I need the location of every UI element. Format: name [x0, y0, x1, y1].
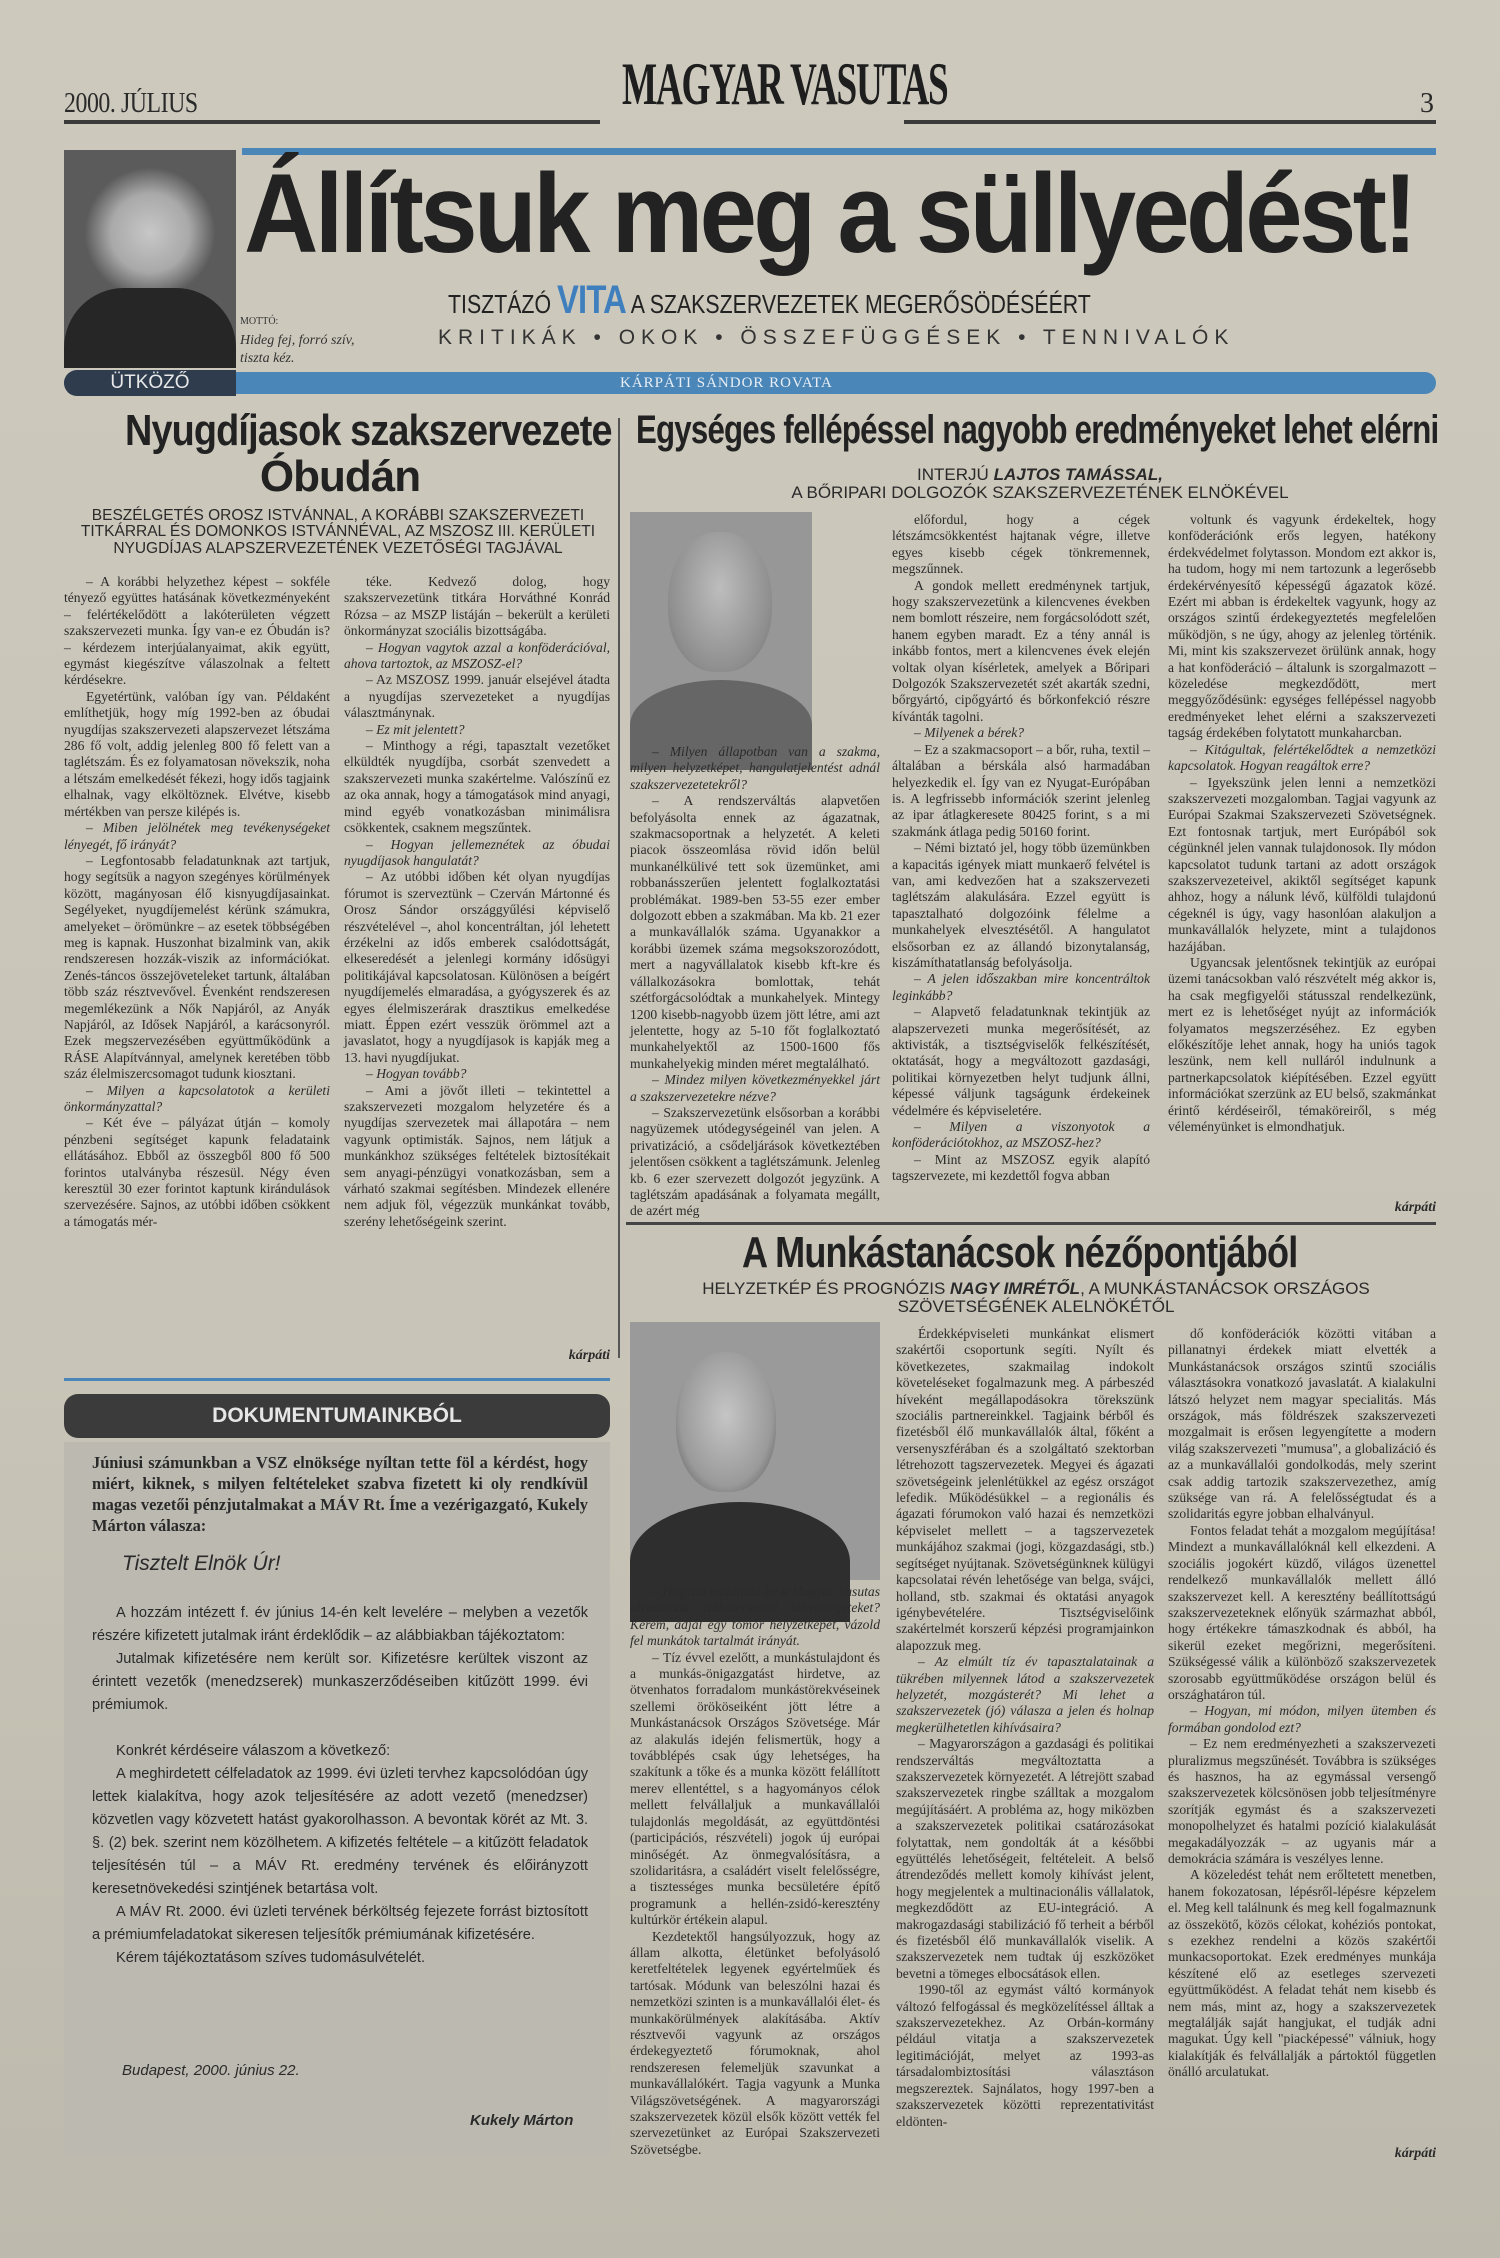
interview-question: – Hogyan tovább? [366, 1066, 467, 1082]
feature-subtitle [448, 278, 1091, 323]
documents-top-rule [64, 1378, 610, 1381]
obuda-deck: BESZÉLGETÉS OROSZ ISTVÁNNAL, A KORÁBBI SZAKSZERVEZETI TITKÁRRAL ÉS DOMONKOS ISTVÁNNÉVAL, AZ MSZOSZ III. KERÜLETI NYUGDÍJAS ALAPSZERVEZETÉNEK VEZETŐSÉGI TAGJÁVAL [80, 507, 596, 557]
munkastanacsok-column-3 [1168, 1326, 1436, 2146]
paragraph: Egyetértünk, valóban így van. Példaként említhetjük, hogy míg 1992-ben az óbudai nyugdíjas szakszervezeti alapszervezet létszáma 286 fő volt, addig jelenleg 800 fő felett van a taglétszám. És ez folyamatosan növekszik, noha a létszám emelkedését fékezi, hogy idős tagjaink elhalnak, vagy elköltöznek. Elvétve, kisebb mértékben van persze kilépés is. [64, 688, 330, 819]
paragraph: – A rendszerváltás alapvetően befolyásolta ennek az ágazatnak, szakmacsoportnak a helyzetét. A keleti piacok összeomlása rövid időn belül munkanélkülivé tett sok üzemünket, ami robbanásszerűen jelentett foglalkoztatási problémákat. 1989-ben 53-55 ezer ember dolgozott ebben a szakmában. Ma kb. 21 ezer a munkavállalók száma. Ugyanakkor a korábbi üzemek száma megsokszorozódott, mert a nagyvállalatok kisebb kft-kre és vállalkozásokra bomlottak, tehát szétforgácsolódtak a munkahelyek. Mintegy 1200 kisebb-nagyobb üzem jött létre, ami azt jelentette, hogy az 5-10 főt foglalkoztató munkahelyektől az 1500-1600 fős munkahelyekig minden méret megtalálható. [630, 793, 880, 1071]
munkastanacsok-deck-prefix: HELYZETKÉP ÉS PROGNÓZIS [702, 1279, 946, 1298]
boripar-deck-line2: A BŐRIPARI DOLGOZÓK SZAKSZERVEZETÉNEK ELNÖKÉVEL [791, 482, 1289, 502]
paragraph: – Magyarországon a gazdasági és politikai rendszerváltás megváltoztatta a szakszervezetek környezetét. A létrejött szabad szakszervezetek ringbe szálltak a mozgalom megújításáért. A probléma az, hogy miközben a szakszervezetek politikai csatározásokat folytattak, nem gondolták át a későbbi együttélés lehetőségeit, feltételeit. A belső átrendeződés mellett komoly kihívást jelent, hogy megjelentek a multinacionális vállalatok, megkezdődött az EU-integráció. A makrogazdasági stabilizáció fő terheit a bérből és fizetésből élő munkavállalók viselik. A szakszervezetek nem tudtak új eszközöket bevetni a tömeges elbocsátások ellen. [896, 1736, 1154, 1981]
boripar-deck [640, 466, 1440, 502]
paragraph: – Alapvető feladatunknak tekintjük az alapszervezeti munka megerősítését, az aktivisták, a tisztségviselők felkészítését, oktatását, hogy a megváltozott gazdasági, politikai környezetben helyt tudjunk állni, képessé váljunk tagságunk érdekeinek védelmére és képviseletére. [892, 1004, 1150, 1118]
subtitle-suffix: A SZAKSZERVEZETEK MEGERŐSÖDÉSÉÉRT [630, 289, 1091, 319]
interview-question: – Hogyan vagytok azzal a konföderációval, ahova tartoztok, az MSZOSZ-el? [344, 639, 610, 672]
newspaper-title: MAGYAR VASUTAS [622, 51, 948, 117]
munkastanacsok-signature: kárpáti [1394, 2146, 1436, 2161]
paragraph: voltunk és vagyunk érdekeltek, hogy konföderációnk erős legyen, hatékony érdekvédelmet folytasson. Mondom ezt akkor is, ha tudom, hogy mi nem tartozunk a legerősebb érdekérvényesítő képességű ágazatok közé. Ezért mi abban is érdekeltek vagyunk, hogy az országos szintű érdekegyeztetés megfelelően működjön, s ne úgy, ahogy az jelenleg történik. Mi, mint kis szakszervezet örülünk annak, hogy a hat konföderáció – általunk is szorgalmazott – közeledése megkezdődött, mert meggyőződésünk: egységes fellépéssel nagyobb eredményeket lehet elérni a szakszervezeti tagság érdekében folytatott munkaharcban. [1168, 512, 1436, 741]
letter-paragraph: A meghirdetett célfeladatok az 1999. évi üzleti tervhez kapcsolódóan úgy lettek kialakítva, hogy azok teljesítésére az adott vezető (menedzser) közvetlen vagy közvetett hatást gyakorolhasson. A bevontak körét az Mt. 3. §. (2) bek. szerint nem közölhetem. A kifizetés feltétele – a kitűzött feladatok teljesítésén túl – a MÁV Rt. eredmény tervének és előirányzott keresetnövekedési szintjének betartása volt. [92, 1766, 588, 1897]
munkastanacsok-column-1 [630, 1584, 880, 2157]
masthead-rule-left [64, 120, 600, 124]
interview-question: – A jelen időszakban mire koncentráltok leginkább? [892, 971, 1150, 1003]
munkastanacsok-headline: A Munkástanácsok nézőpontjából [742, 1228, 1298, 1277]
obuda-signature: kárpáti [568, 1348, 610, 1363]
documents-title: DOKUMENTUMAINKBÓL [64, 1394, 610, 1438]
interview-question: – Hogyan mutatnád be a Magyar Vasutas olvasóinak szakszervezeti szövetségeteket? Kérem, adjál egy tömör helyzetképet, vázold fel munkátok tartalmát irányát. [630, 1584, 880, 1649]
issue-date: 2000. JÚLIUS [64, 88, 198, 119]
interview-question: – Kitágultak, felértékelődtek a nemzetközi kapcsolatok. Hogyan reagáltok erre? [1168, 741, 1436, 774]
subtitle-prefix: TISZTÁZÓ [448, 289, 552, 319]
boripar-column-2 [892, 512, 1150, 1224]
munkastanacsok-column-2 [896, 1326, 1154, 2138]
paragraph: – Az MSZOSZ 1999. január elsejével átadta a nyugdíjas szervezeteket a nyugdíjas választmánynak. [344, 672, 610, 721]
paragraph: A gondok mellett eredménynek tartjuk, hogy szakszervezetünk a kilencvenes években nem bomlott részeire, nem forgácsolódott szét, hanem egyben maradt. Ez a tény annál is inkább fontos, mert a kilencvenes évek elején voltak olyan kísérletek, amelyek a Bőripari Dolgozók Szakszervezetét szét akarták szedni, bőrgyártó, cipőgyártó és bőrkonfekció részre kívánták tagolni. [892, 577, 1150, 724]
column-name: KÁRPÁTI SÁNDOR ROVATA [620, 375, 833, 391]
letter-paragraph: Kérem tájékoztatásom szíves tudomásulvételét. [116, 1950, 426, 1966]
interview-question: – Hogyan, mi módon, milyen ütemben és formában gondolod ezt? [1168, 1703, 1436, 1735]
paragraph: – Két éve – pályázat útján – komoly pénzbeni segítséget kapunk feladataink ellátásához. Ebből az összegből 800 fő 500 forintos utalványba részesül. Négy éven keresztül 30 ezer forintot kaptunk kirándulások szervezésére. Sajnos, az utóbbi időben csökkent a támogatás mér- [64, 1115, 330, 1229]
letter-paragraph: A hozzám intézett f. év június 14-én kelt levelére – melyben a vezetők részére kifizetett jutalmak iránt érdeklődik – az alábbiakban tájékoztatom: [92, 1605, 588, 1644]
paragraph: – Némi biztató jel, hogy több üzemünkben a kapacitás igények miatt munkaerő felvétel is van, ami kedvezően hat a szakszervezeti taglétszám alakulására. Ezzel együtt is tapasztalható dolgozóink félelme a munkahelyek elvesztésétől. A hangulatot elsősorban ez az állandó bizonytalanság, kiszámíthatatlanság befolyásolja. [892, 840, 1150, 970]
paragraph: Érdekképviseleti munkánkat elismert szakértői csoportunk segíti. Nyílt és következetes, szakmailag indokolt követeléseket fogalmazunk meg. A párbeszéd híveként megállapodásokra törekszünk szociális partnereinkkel. Tagjaink bérből és fizetésből élő munkavállalók által, főként a versenyszférában és a szolgáltató szektorban létrehozott tagszervezetek. Megyei és ágazati szövetségeink jelenlétükkel az egész országot lefedik. Működésükkel – a regionális és ágazati fórumokon való hazai és nemzetközi képviselet mellett – a tagszervezetek munkájához szakmai (jogi, közgazdasági, stb.) segítséget nyújtanak. Szövetségünknek külügyi kapcsolatai révén lehetősége van belga, svájci, holland, stb. szakmai és oktatási anyagok igénybevételére. Tisztségviselőink szakértelmét korszerű képzési programjainkon alapozzuk meg. [896, 1326, 1154, 1653]
obuda-column-1 [64, 574, 330, 1364]
boripar-headline: Egységes fellépéssel nagyobb eredményeket lehet elérni [636, 408, 1439, 452]
paragraph: – A korábbi helyzethez képest – sokféle tényező együttes hatásának következményeként – felértékelődött a lakóterületen végzett szakszervezeti munka. Így van-e ez Óbudán is? – kérdezem interjúalanyaimat, akik együtt, egymást kiegészítve válaszolnak a feltett kérdésekre. [64, 574, 330, 688]
letter-paragraph: Jutalmak kifizetésére nem került sor. Kifizetésre kerültek viszont az érintett vezetők (menedzserek) munkaszerződéseiben kitűzött 1999. évi prémiumok. [92, 1651, 588, 1713]
column-tag: ÜTKÖZŐ [64, 370, 236, 396]
interview-question: – Milyenek a bérek? [914, 725, 1025, 741]
motto-text: Hideg fej, forró szív, tiszta kéz. [240, 333, 355, 366]
nagy-imre-photo [630, 1322, 880, 1580]
paragraph: téke. Kedvező dolog, hogy szakszervezetünk titkára Horváthné Konrád Rózsa – az MSZP listáján – bekerült a kerületi önkormányzat szociális bizottságába. [344, 574, 610, 639]
interview-question: – Az elmúlt tíz év tapasztalatainak a tükrében milyennek látod a szakszervezetek helyzetét, mozgásterét? Mi lehet a szakszervezetek (jó) válasza a jelen és holnap megkerülhetetlen kihívásaira? [896, 1654, 1154, 1735]
obuda-headline-line2: Óbudán [259, 452, 421, 501]
paragraph: – Minthogy a régi, tapasztalt vezetőket elküldték nyugdíjba, csorbát szenvedett a szakszervezeti munka szakértelme. Valószínű ez az oka annak, hogy a támogatások mind anyagi, mind egyéb vonatkozásban minimálisra csökkentek, csaknem megszűntek. [344, 738, 610, 836]
feature-headline: Állítsuk meg a süllyedést! [244, 151, 1414, 276]
feature-topics: KRITIKÁK • OKOK • ÖSSZEFÜGGÉSEK • TENNIVALÓK [438, 326, 1235, 349]
letter-salutation: Tisztelt Elnök Úr! [122, 1552, 281, 1575]
boripar-column-1 [630, 744, 880, 1224]
interview-question: – Mindez milyen következményekkel járt a szakszervezetekre nézve? [630, 1072, 880, 1104]
paragraph: Ugyancsak jelentősnek tekintjük az európai üzemi tanácsokban való részvételt még akkor is, ha csak megfigyelői státusszal rendelkezünk, mert ez is lehetőséget nyújt az információk folyamatos megszerzéséhez. Ez egyben előkészítője lehet annak, hogy ha uniós tagok leszünk, nem kell nulláról indulnunk a partnerkapcsolatok kiépítésében. Ezzel együtt információkat szerzünk az EU belső, szakmánkat érintő kérdéseiről, témaköreiről, s még véleményünket is elmondhatjuk. [1168, 954, 1436, 1135]
obuda-headline-line1: Nyugdíjasok szakszervezete [125, 406, 612, 455]
column-divider [618, 418, 620, 1358]
section-divider [626, 1222, 1436, 1225]
paragraph: – Mint az MSZOSZ egyik alapító tagszervezete, mi kezdettől fogva abban [892, 1151, 1150, 1184]
obuda-column-2 [344, 574, 610, 1344]
subtitle-vita: VITA [556, 278, 626, 322]
paragraph: dő konföderációk közötti vitában a pillanatnyi érdekek miatt elvették a Munkástanácsok országos szintű szociális választásokra vonatkozó javaslatát. A kialakulni látszó helyzet nem magyar specialitás. Más országok, más földrészek szakszervezeti mozgalmait is erősen legyengítette a modern világ szakszervezeti "mumusa", a globalizáció és az a munkavállalói gondolkodás, mely szerint csak addig tartozik szakszervezethez, amíg szüksége van rá. A felelősségtudat és a szolidaritás egyre jobban elhalványul. [1168, 1326, 1436, 1522]
boripar-column-3 [1168, 512, 1436, 1202]
interview-question: – Milyen állapotban van a szakma, milyen helyzetképet, hangulatjelentést adnál szakszervezetetekről? [630, 744, 880, 792]
boripar-deck-name: LAJTOS TAMÁSSAL, [993, 465, 1163, 484]
paragraph: Kezdetektől hangsúlyozzuk, hogy az állam alkotta, életünket befolyásoló keretfeltételek legyenek egyértelműek és tartósak. Módunk van beleszólni hazai és nemzetközi szinten is a munkavállalói élet- és munkakörülmények alakításába. Aktív résztvevői vagyunk az országos érdekegyeztető fórumoknak, ahol rendszeresen felemeljük szavunkat a munkavállalókért. Tagja vagyunk a Munka Világszövetségének. A magyarországi szakszervezetek közül elsők között vették fel szervezetünket az Európai Szakszervezeti Szövetségbe. [630, 1928, 880, 2157]
boripar-deck-prefix: INTERJÚ [917, 465, 989, 484]
paragraph: A közeledést tehát nem erőltetett menetben, hanem fokozatosan, lépésről-lépésre képzelem el. Meg kell találnunk és meg kell fogalmaznunk az összekötő, közös célokat, kohéziós pontokat, s ezekhez rendelni a közös szakértői munkacsoportokat. Ezek eredményes munkája készítené elő az esetleges szervezeti együttműködést. A feladat tehát nem kisebb és nem más, mint az, hogy a szakszervezetek megtalálják saját hangjukat, el tudják adni magukat. Úgy kell "piacképessé" válniuk, hogy kialakítják és felvállalják a pártoktól független önálló arculatukat. [1168, 1867, 1436, 2080]
columnist-photo [64, 150, 236, 368]
paragraph: – Ez nem eredményezheti a szakszervezeti pluralizmus megszűnését. Továbbra is szükséges és hasznos, ha az egymással versengő szakszervezetek kölcsönösen jobb teljesítményre szorítják egymást és a szakszervezeti monopolhelyzet és hatalmi pozíció kialakulását megakadályozzák – az ugyanis már a demokrácia számára is veszélyes lenne. [1168, 1736, 1436, 1866]
interview-question: – Milyen a kapcsolatotok a kerületi önkormányzattal? [64, 1082, 330, 1114]
letter-signature: Kukely Márton [470, 2112, 574, 2129]
obuda-headline [90, 406, 612, 501]
letter-body [92, 1602, 588, 1970]
boripar-signature: kárpáti [1394, 1200, 1436, 1215]
paragraph: – Igyekszünk jelen lenni a nemzetközi szakszervezeti mozgalomban. Tagjai vagyunk az Európai Szakmai Szakszervezeti Szövetségnek. Ezt fontosnak tartjuk, mert Európából sok cégünknél jelen vannak tulajdonosok. Ily módon kapcsolatot tudunk tartani az adott országok szakszervezeteivel, akiktől segítséget kapunk ahhoz, hogy a nálunk lévő, külföldi tulajdonú cégeknél is úgy, vagy hasonlóan alakuljon a munkavállalók helyzete, mint a tulajdonos hazájában. [1168, 774, 1436, 954]
interview-question: – Ez mit jelentett? [366, 721, 465, 737]
munkastanacsok-deck [632, 1280, 1440, 1316]
letter-place-date: Budapest, 2000. június 22. [122, 2062, 300, 2079]
documents-intro: Júniusi számunkban a VSZ elnöksége nyíltan tette föl a kérdést, hogy miért, kiknek, s milyen feltételeket szabva fizetett ki oly rendkívül magas vezetői pénzjutalmakat a MÁV Rt. Íme a vezérigazgató, Kukely Márton válasza: [92, 1453, 588, 1535]
paragraph: – Tíz évvel ezelőtt, a munkástulajdont és a munkás-önigazgatást hirdetve, az ötvenhatos forradalom munkástörekvéseinek szellemi örököseiként jött létre a Munkástanácsok Országos Szövetsége. Már az alakulás idején felismertük, hogy a továbblépés csak úgy lehetséges, ha szakítunk a tőke és a munka között felállított merev ellentéttel, s a hagyományos célok mellett felvállaljuk a munkavállalói tulajdonlás megoldását, az együttdöntési (participációs, részvételi) jogok új európai minőségét. Az önmegvalósításra, a szolidaritásra, a családért viselt felelősségre, a tisztességes munka becsületére építő programunk a hellén-zsidó-keresztény kultúrkör értékein alapul. [630, 1649, 880, 1928]
paragraph: 1990-től az egymást váltó kormányok változó felfogással és megközelítéssel álltak a szakszervezetekhez. Az Orbán-kormány például vitatja a szakszervezetek legitimációját, melyet az 1993-as társadalombiztosítási választáson megszereztek. Sajnálatos, hogy 1997-ben a szakszervezetek közötti reprezentativitást eldönten- [896, 1982, 1154, 2129]
paragraph: – Legfontosabb feladatunknak azt tartjuk, hogy segítsük a nagyon szegényes körülmények között, magányosan élő kisnyugdíjasainkat. Segélyeket, nyugdíjemelést kérünk számukra, amelyeket – örömünkre – az esetek többségében meg is kapnak. Huszonhat bizalmink van, akik rendszeresen hozzák-viszik az információkat. Zenés-táncos összejöveteleket tartunk, általában több száz résztvevővel. Évenként rendszeresen megemlékezünk a Nők Napjáról, az Anyák Napjáról, az Idősek Napjáról, a karácsonyról. Ezek megszervezésében együttműködünk a RÁSE Alapítvánnyal, amelynek keretében több száz élelmiszercsomagot tudunk kiosztani. [64, 852, 330, 1082]
paragraph: – Az utóbbi időben két olyan nyugdíjas fórumot is szerveztünk – Czerván Mártonné és Orosz Sándor országgyűlési képviselő részvételével –, ahol koncentráltan, jól lehetett érzékelni az idős emberek csalódottságát, elkeseredését a jelenlegi kormány idősügyi politikájával kapcsolatosan. Különösen a beígért nyugdíjemelés elmaradása, a gyógyszerek és az egyes élelmiszerárak drasztikus emelkedése miatt. Éppen ezért vesszük örömmel azt a javaslatot, hogy a nyugdíjasok is kapják meg a 13. havi nyugdíjukat. [344, 869, 610, 1065]
paragraph: – Szakszervezetünk elsősorban a korábbi nagyüzemek utódegységeinél van jelen. A privatizáció, a csődeljárások következtében jelentősen csökkent a taglétszámunk. Jelenleg kb. 6 ezer szervezett dolgozót jegyzünk. A taglétszám apadásának a folyamata megállt, de azért még [630, 1104, 880, 1219]
letter-paragraph: Konkrét kérdéseire válaszom a következő: [116, 1743, 391, 1759]
masthead-rule-right [904, 120, 1436, 124]
munkastanacsok-deck-name: NAGY IMRÉTŐL [950, 1279, 1081, 1298]
munkastanacsok-deck-suffix: , A MUNKÁSTANÁCSOK ORSZÁGOS SZÖVETSÉGÉNEK ALELNÖKÉTŐL [897, 1279, 1370, 1316]
interview-question: – Milyen a viszonyotok a konföderációtokhoz, az MSZOSZ-hez? [892, 1119, 1150, 1151]
page-number: 3 [1420, 88, 1434, 119]
paragraph: – Ami a jövőt illeti – tekintettel a szakszervezeti mozgalom helyzetére és a nyugdíjas szervezetek mai állapotára – nem vagyunk optimisták. Sajnos, nem látjuk a munkánkhoz szükséges feltételek biztosítékait sem anyagi-pénzügyi vonatkozásban, sem a várható szakmai segítésben. Mindezek ellenére nem adjuk föl, végezzük munkánkat tovább, szerény lehetőségeink szerint. [344, 1082, 610, 1229]
interview-question: – Hogyan jellemeznétek az óbudai nyugdíjasok hangulatát? [344, 836, 610, 868]
paragraph: előfordul, hogy a cégek létszámcsökkentést hajtanak végre, illetve egyes kisebb cégek tönkremennek, megszűnnek. [892, 512, 1150, 577]
letter-paragraph: A MÁV Rt. 2000. évi üzleti tervének bérköltség fejezete forrást biztosított a prémiumfeladatokat sikeresen teljesítők prémiumának kifizetésére. [92, 1904, 588, 1943]
paragraph: – Ez a szakmacsoport – a bőr, ruha, textil – általában a bérskála alsó harmadában helyezkedik el. Így van ez Nyugat-Európában is. A legfrissebb információk szerint jelenleg az ipar átlagkeresete 80425 forint, s a mi szakmánk átlaga pedig 50160 forint. [892, 741, 1150, 839]
motto-label: MOTTÓ: [240, 316, 279, 327]
paragraph: Fontos feladat tehát a mozgalom megújítása! Mindezt a munkavállalóknál kell elkezdeni. A szociális jogokért küzdő, világos üzenettel rendelkező munkavállalók mellett álló szakszervezet kell. A keresztény beállítottságú szakszervezeteknek előnyük származhat abból, hogy értékekre támaszkodnak és abból, ha sikerül ezeket megőrizni, megerősíteni. Szükségessé válik a különböző szakszervezetek szorosabb együttműködése országon belül és országhatáron túl. [1168, 1522, 1436, 1702]
lajtos-photo [630, 512, 812, 742]
interview-question: – Miben jelölnétek meg tevékenységeket lényegét, fő irányát? [64, 820, 330, 852]
